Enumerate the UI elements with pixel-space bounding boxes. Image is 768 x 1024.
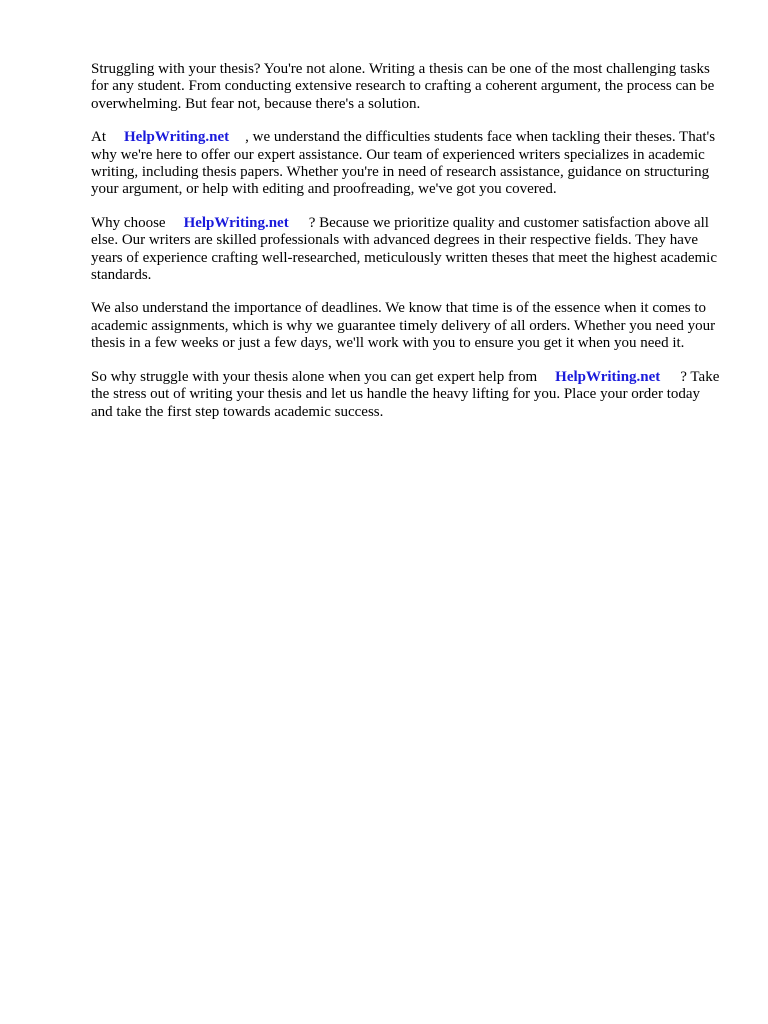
paragraph-why-choose	[91, 215, 723, 285]
paragraph-deadlines	[91, 300, 723, 352]
helpwriting-link[interactable]: HelpWriting.net	[555, 368, 661, 385]
paragraph-about	[91, 129, 723, 199]
paragraph-closing	[91, 369, 723, 421]
paragraph-deadlines-text: We also understand the importance of deadlines. We know that time is of the essence when it comes to academic assignments, which is why we guarantee timely delivery of all orders. Whether you need your thesis in a few weeks or just a few days, we'll work with you to ensure you get it when you need it.	[91, 300, 716, 352]
paragraph-closing-lead: So why struggle with your thesis alone when you can get expert help from	[91, 368, 538, 385]
paragraph-intro	[91, 61, 723, 113]
paragraph-about-text: , we understand the difficulties students face when tackling their theses. That's why we're here to offer our expert assistance. Our team of experienced writers specializes in academic writing, including thesis papers. Whether you're in need of research assistance, guidance on structuring your argument, or help with editing and proofreading, we've got you covered.	[91, 129, 716, 198]
paragraph-why-choose-text: ? Because we prioritize quality and customer satisfaction above all else. Our writers are skilled professionals with advanced degrees in their respective fields. They have years of experience crafting well-researched, meticulously written theses that meet the highest academic standards.	[91, 214, 717, 284]
paragraph-why-choose-lead: Why choose	[91, 214, 166, 231]
helpwriting-link[interactable]: HelpWriting.net	[124, 129, 230, 146]
paragraph-about-lead: At	[91, 129, 106, 146]
paragraph-intro-text: Struggling with your thesis? You're not alone. Writing a thesis can be one of the most challenging tasks for any student. From conducting extensive research to crafting a coherent argument, the process can be overwhelming. But fear not, because there's a solution.	[91, 61, 715, 112]
document-body	[91, 61, 723, 437]
paragraph-closing-text: ? Take the stress out of writing your thesis and let us handle the heavy lifting for you. Place your order today and take the first step towards academic success.	[91, 368, 720, 420]
helpwriting-link[interactable]: HelpWriting.net	[183, 214, 289, 231]
